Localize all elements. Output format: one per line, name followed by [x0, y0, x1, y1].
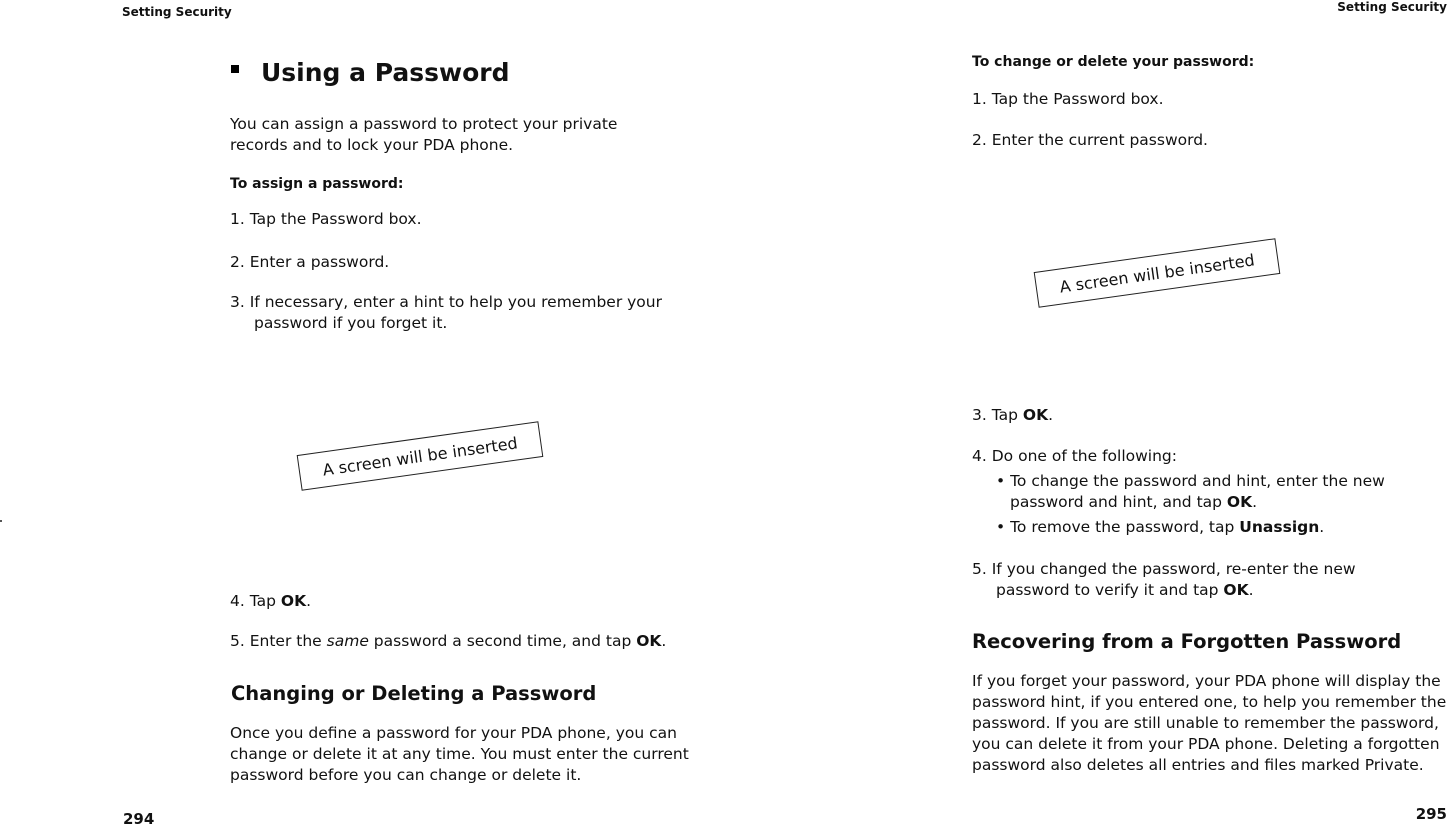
change-step-1: 1. Tap the Password box. [972, 90, 1164, 108]
change-step-4: 4. Do one of the following: [972, 447, 1177, 465]
page-title: Using a Password [261, 58, 510, 87]
right-running-header: Setting Security [1337, 0, 1447, 14]
change-step-5: 5. If you changed the password, re-enter the new password to verify it and tap OK. [972, 560, 1356, 599]
change-step-3: 3. Tap OK. [972, 406, 1054, 424]
left-page-number: 294 [123, 810, 155, 828]
intro-paragraph: You can assign a password to protect your private records and to lock your PDA phone. [230, 115, 618, 154]
square-bullet-icon [231, 65, 239, 73]
assign-step-5: 5. Enter the same password a second time, and tap OK. [230, 632, 667, 650]
section-title-changing: Changing or Deleting a Password [231, 682, 597, 705]
change-step-2: 2. Enter the current password. [972, 131, 1208, 149]
assign-step-2: 2. Enter a password. [230, 253, 390, 271]
change-substep-2: • To remove the password, tap Unassign. [996, 518, 1325, 536]
assign-step-4: 4. Tap OK. [230, 592, 312, 610]
right-page-number: 295 [1415, 805, 1447, 823]
screen-placeholder: A screen will be inserted [297, 421, 544, 491]
assign-heading: To assign a password: [230, 176, 404, 192]
changing-paragraph: Once you define a password for your PDA phone, you can change or delete it at any time. You must enter the current password before you can change or delete it. [230, 724, 689, 784]
change-substep-1: • To change the password and hint, enter the new password and hint, and tap OK. [996, 472, 1385, 511]
change-heading: To change or delete your password: [972, 54, 1255, 70]
recovering-paragraph: If you forget your password, your PDA phone will display the password hint, if you entered one, to help you remember the password. If you are still unable to remember the password, you can delete it from your PDA phone. Deleting a forgotten password also deletes all entries and files marked Private. [972, 672, 1447, 774]
assign-step-3: 3. If necessary, enter a hint to help you remember your password if you forget it. [230, 293, 662, 332]
left-running-header: Setting Security [122, 5, 232, 19]
section-title-recovering: Recovering from a Forgotten Password [972, 630, 1402, 653]
assign-step-1: 1. Tap the Password box. [230, 210, 422, 228]
screen-placeholder: A screen will be inserted [1034, 238, 1281, 308]
scan-mark [0, 520, 2, 522]
